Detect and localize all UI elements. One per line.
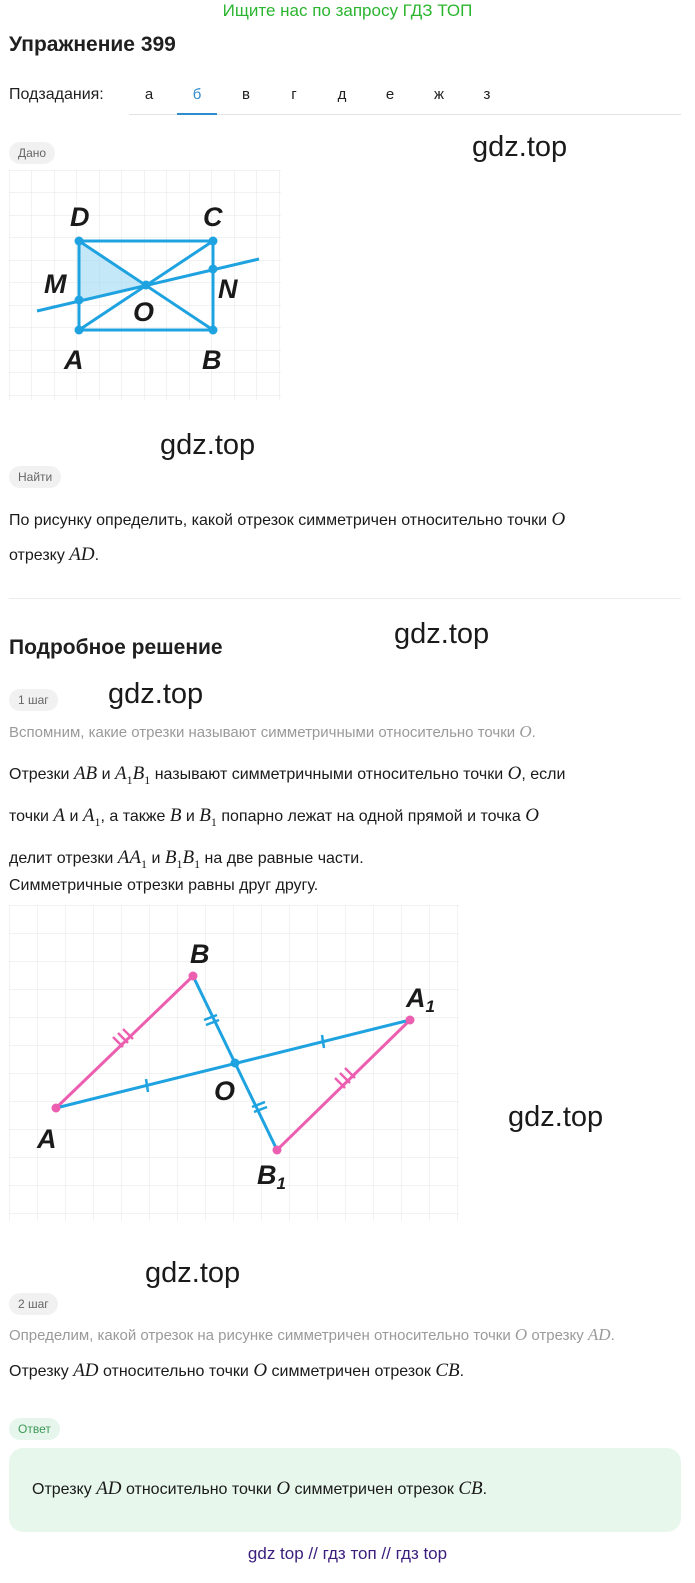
- answer-label: Ответ: [9, 1418, 60, 1440]
- search-banner[interactable]: Ищите нас по запросу ГДЗ ТОП: [222, 1, 473, 20]
- watermark: gdz.top: [472, 131, 568, 163]
- label-m: M: [44, 269, 67, 299]
- footer-links[interactable]: gdz top // гдз топ // гдз top: [247, 1544, 448, 1563]
- tab-z[interactable]: з: [483, 86, 491, 103]
- label-b: B: [190, 939, 210, 969]
- label-n: N: [218, 274, 238, 304]
- find-label: Найти: [9, 466, 61, 488]
- label-d: D: [70, 202, 90, 232]
- subtask-tabs: [129, 80, 681, 115]
- step1-label: 1 шаг: [9, 689, 58, 711]
- watermark: gdz.top: [160, 429, 256, 461]
- find-text: По рисунку определить, какой отрезок симметричен относительно точки O отрезку AD.: [9, 509, 566, 565]
- given-figure: [9, 170, 289, 402]
- label-b1: B1: [257, 1160, 286, 1193]
- step1-definition: Отрезки AB и $A_1B_1$ называют симметричными относительно точки O, если точки A и $A_1$, а также B и $B_1$ попарно лежат на одной прямой и точка O делит отрезки $AA_1$ и $B_1B_1$ на две равные части.: [9, 763, 566, 871]
- step2-label: 2 шаг: [9, 1293, 58, 1315]
- tab-b[interactable]: б: [177, 80, 217, 115]
- tab-zh[interactable]: ж: [433, 86, 445, 103]
- watermark: gdz.top: [394, 618, 490, 650]
- label-c: C: [203, 202, 223, 232]
- tab-g[interactable]: г: [291, 86, 297, 103]
- label-o: O: [214, 1076, 236, 1106]
- label-b: B: [202, 345, 222, 375]
- label-a1: A1: [406, 983, 435, 1016]
- label-a: A: [64, 345, 84, 375]
- answer-box: [9, 1448, 681, 1532]
- symmetry-figure: [9, 905, 461, 1223]
- divider: [9, 598, 681, 599]
- solution-title: Подробное решение: [9, 636, 223, 659]
- label-a: A: [37, 1124, 57, 1154]
- exercise-title: Упражнение 399: [9, 33, 176, 56]
- tab-a[interactable]: а: [144, 86, 154, 103]
- watermark: gdz.top: [108, 678, 204, 710]
- step1-hint: Вспомним, какие отрезки называют симметричными относительно точки O.: [9, 722, 536, 741]
- label-o: O: [133, 297, 155, 327]
- subtasks-label: Подзадания:: [9, 86, 104, 103]
- step2-hint: Определим, какой отрезок на рисунке симметричен относительно точки O отрезку AD.: [9, 1325, 615, 1344]
- center-point: [231, 1059, 240, 1068]
- given-label: Дано: [9, 142, 55, 164]
- tab-v[interactable]: в: [242, 86, 250, 103]
- watermark: gdz.top: [145, 1257, 241, 1289]
- tab-e[interactable]: е: [385, 86, 395, 103]
- watermark: gdz.top: [508, 1101, 604, 1133]
- step1-note: Симметричные отрезки равны друг другу.: [9, 877, 319, 894]
- step2-text: Отрезку AD относительно точки O симметричен отрезок CB.: [9, 1360, 465, 1381]
- answer-text: Отрезку AD относительно точки O симметричен отрезок CB.: [32, 1478, 488, 1499]
- tab-d[interactable]: д: [337, 86, 347, 103]
